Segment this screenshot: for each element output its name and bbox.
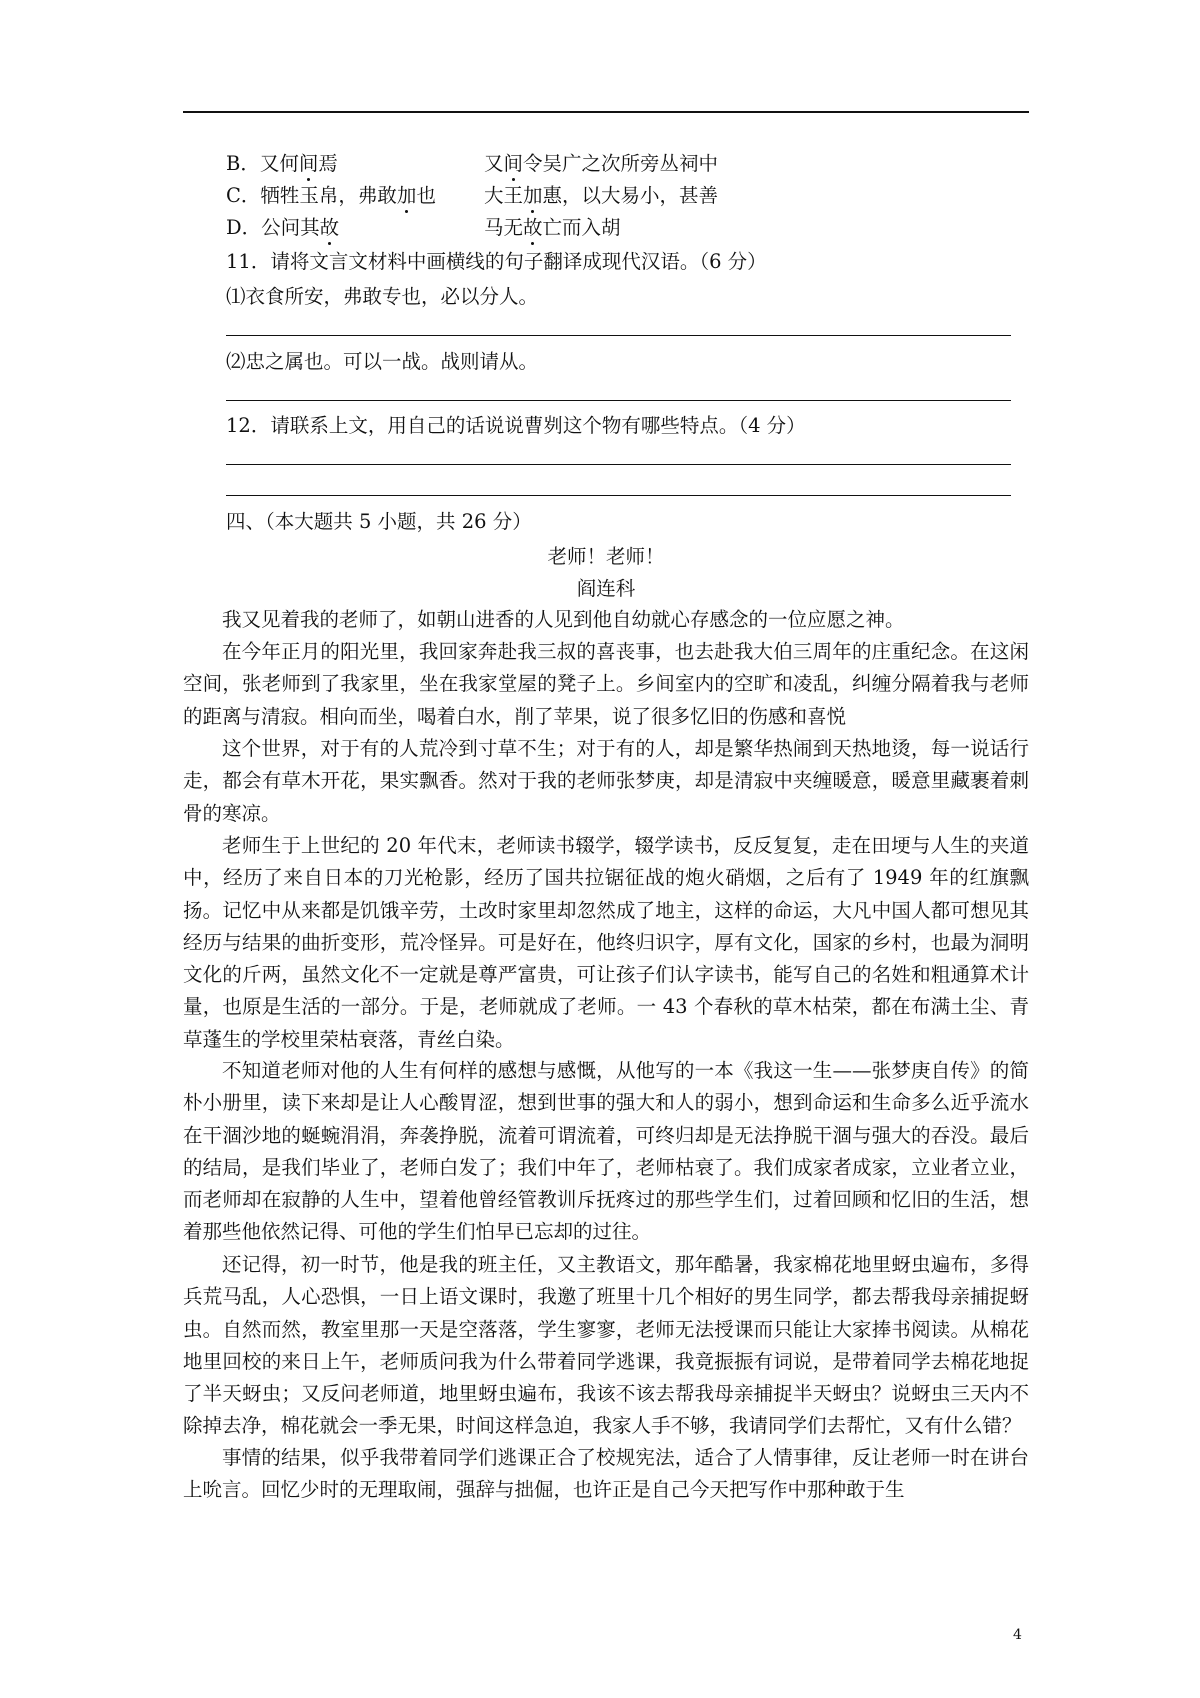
answer-line-12-2[interactable] xyxy=(226,495,1011,496)
option-d-left xyxy=(226,216,339,240)
option-c-right xyxy=(484,184,718,208)
option-d-right xyxy=(484,216,621,240)
option-d-right-dotted-char: 故 xyxy=(523,216,543,239)
article-paragraph-1: 我又见着我的老师了，如朝山进香的人见到他自幼就心存感念的一位应愿之神。 xyxy=(222,608,905,631)
page-number: 4 xyxy=(1013,1627,1022,1643)
header-rule xyxy=(183,111,1029,113)
section-4-heading: 四、（本大题共 5 小题，共 26 分） xyxy=(226,510,532,533)
option-c-left xyxy=(226,184,436,208)
answer-line-11-2[interactable] xyxy=(226,400,1011,401)
option-c-left-text: C．牺牲玉帛，弗敢 xyxy=(226,184,397,207)
option-b-right xyxy=(484,152,718,176)
article-paragraph-4: 老师生于上世纪的 20 年代末，老师读书辍学，辍学读书，反反复复，走在田埂与人生的夹道中，经历了来自日本的刀光枪影，经历了国共拉锯征战的炮火硝烟，之后有了 1949 年的红旗飘扬。记忆中从来都是饥饿辛劳，土改时家里却忽然成了地主，这样的命运，大凡中国人都可想见其经历与结果的曲折变形，荒冷怪异。可是好在，他终归识字，厚有文化，国家的乡村，也最为洞明文化的斤两，虽然文化不一定就是尊严富贵，可让孩子们认字读书，能写自己的名姓和粗通算术计量，也原是生活的一部分。于是，老师就成了老师。一 43 个春秋的草木枯荣，都在布满土尘、青草蓬生的学校里荣枯衰落，青丝白染。 xyxy=(183,834,1029,1051)
option-b-left-text: B．又何 xyxy=(226,152,299,175)
option-b-right-dotted-char: 间 xyxy=(503,152,524,175)
option-d-left-text: D．公问其 xyxy=(226,216,320,239)
option-d-right-text: 马无 xyxy=(484,216,524,239)
article-paragraph-2: 在今年正月的阳光里，我回家奔赴我三叔的喜丧事，也去赴我大伯三周年的庄重纪念。在这闲空间，张老师到了我家里，坐在我家堂屋的凳子上。乡间室内的空旷和凌乱，纠缠分隔着我与老师的距离与清寂。相向而坐，喝着白水，削了苹果，说了很多忆旧的伤感和喜悦 xyxy=(183,640,1029,728)
article-author: 阎连科 xyxy=(576,577,636,600)
question-11-prompt: 11．请将文言文材料中画横线的句子翻译成现代汉语。（6 分） xyxy=(226,250,767,273)
option-c-right-dotted-char: 加 xyxy=(523,184,543,207)
option-b-left-dotted-char: 间 xyxy=(298,152,319,175)
option-c-left-tail: 也 xyxy=(416,184,436,207)
option-b-left-tail: 焉 xyxy=(318,152,338,175)
article-paragraph-3: 这个世界，对于有的人荒冷到寸草不生；对于有的人，却是繁华热闹到天热地烫，每一说话行走，都会有草木开花，果实飘香。然对于我的老师张梦庚，却是清寂中夹缠暖意，暖意里藏裹着刺骨的寒凉。 xyxy=(183,737,1029,825)
question-12-prompt: 12．请联系上文，用自己的话说说曹刿这个物有哪些特点。（4 分） xyxy=(226,414,806,437)
option-c-right-text: 大王 xyxy=(484,184,524,207)
option-c-left-dotted-char: 加 xyxy=(396,184,417,207)
question-11-item-1: ⑴衣食所安，弗敢专也，必以分人。 xyxy=(226,285,539,308)
option-d-right-tail: 亡而入胡 xyxy=(542,216,621,239)
option-b-right-text: 又 xyxy=(484,152,504,175)
article-paragraph-7: 事情的结果，似乎我带着同学们逃课正合了校规宪法，适合了人情事律，反让老师一时在讲台上吮言。回忆少时的无理取闹，强辞与拙倔，也许正是自己今天把写作中那种敢于生 xyxy=(183,1446,1029,1502)
article-paragraph-6: 还记得，初一时节，他是我的班主任，又主教语文，那年酷暑，我家棉花地里蚜虫遍布，多得兵荒马乱，人心恐惧，一日上语文课时，我邀了班里十几个相好的男生同学，都去帮我母亲捕捉蚜虫。自然而然，教室里那一天是空落落，学生寥寥，老师无法授课而只能让大家捧书阅读。从棉花地里回校的来日上午，老师质问我为什么带着同学逃课，我竟振振有词说，是带着同学去棉花地捉了半天蚜虫；又反问老师道，地里蚜虫遍布，我该不该去帮我母亲捕捉半天蚜虫？说蚜虫三天内不除掉去净，棉花就会一季无果，时间这样急迫，我家人手不够，我请同学们去帮忙，又有什么错？ xyxy=(183,1253,1029,1438)
article-paragraph-5: 不知道老师对他的人生有何样的感想与感慨，从他写的一本《我这一生——张梦庚自传》的简朴小册里，读下来却是让人心酸胃涩，想到世事的强大和人的弱小，想到命运和生命多么近乎流水在干涸沙地的蜒蜿涓涓，奔袭挣脱，流着可谓流着，可终归却是无法挣脱干涸与强大的吞没。最后的结局，是我们毕业了，老师白发了；我们中年了，老师枯衰了。我们成家者成家，立业者立业，而老师却在寂静的人生中，望着他曾经管教训斥抚疼过的那些学生们，过着回顾和忆旧的生活，想着那些他依然记得、可他的学生们怕早已忘却的过往。 xyxy=(183,1059,1029,1244)
option-c-right-tail: 惠，以大易小，甚善 xyxy=(542,184,719,207)
option-b-left xyxy=(226,152,338,176)
answer-line-12-1[interactable] xyxy=(226,464,1011,465)
option-d-left-dotted-char: 故 xyxy=(319,216,340,239)
answer-line-11-1[interactable] xyxy=(226,335,1011,336)
article-title: 老师！老师！ xyxy=(547,545,665,568)
question-11-item-2: ⑵忠之属也。可以一战。战则请从。 xyxy=(226,350,539,373)
option-b-right-tail: 令吴广之次所旁丛祠中 xyxy=(523,152,719,175)
